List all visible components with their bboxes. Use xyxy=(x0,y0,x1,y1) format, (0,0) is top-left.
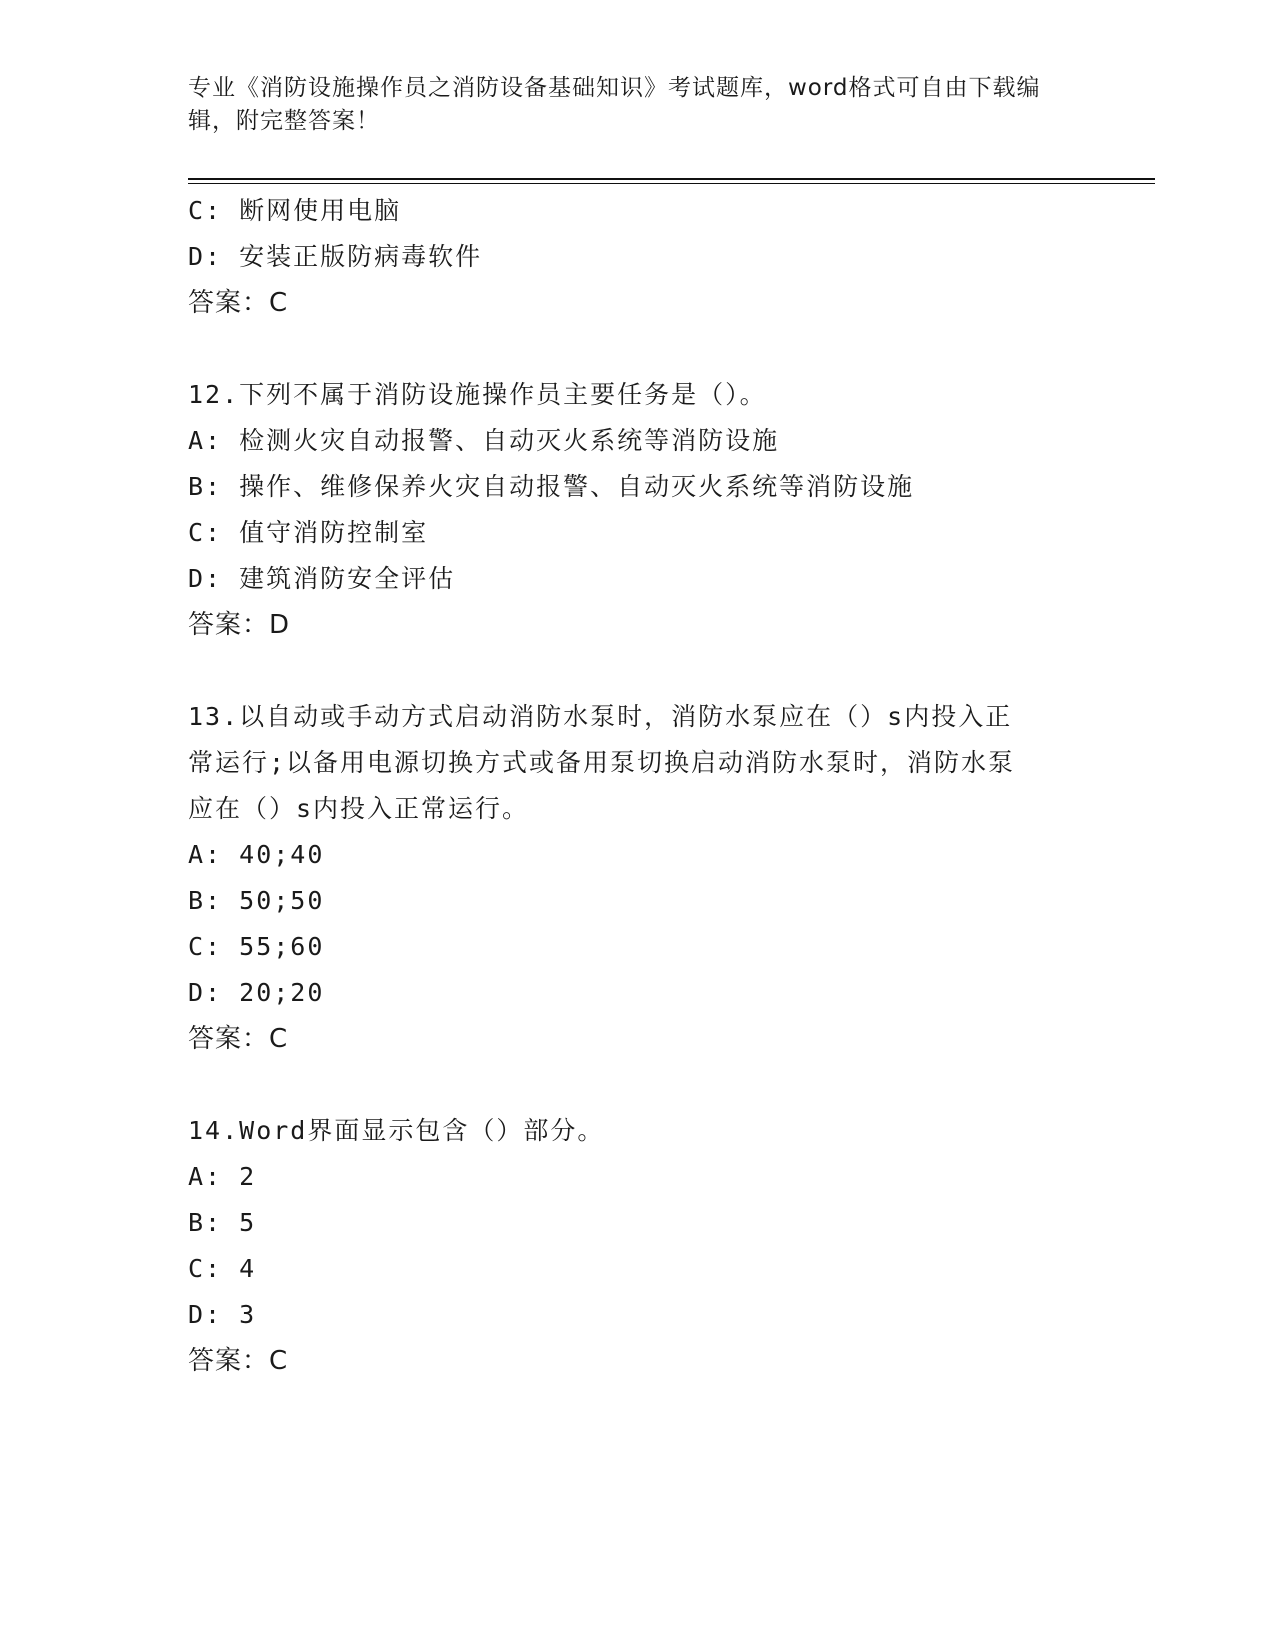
question-list xyxy=(188,188,1088,1384)
question-13 xyxy=(188,694,1088,1062)
option-c: C: 断网使用电脑 xyxy=(188,196,402,225)
question-text: 13.以自动或手动方式启动消防水泵时，消防水泵应在（）s内投入正 xyxy=(188,702,1013,731)
option-c: C: 55;60 xyxy=(188,932,325,961)
option-a: A: 40;40 xyxy=(188,840,325,869)
option-c: C: 4 xyxy=(188,1254,257,1283)
option-b: B: 50;50 xyxy=(188,886,325,915)
answer-line: 答案：C xyxy=(188,288,289,318)
option-a: A: 检测火灾自动报警、自动灭火系统等消防设施 xyxy=(188,426,780,455)
question-14 xyxy=(188,1108,1088,1384)
option-d: D: 安装正版防病毒软件 xyxy=(188,242,483,271)
header-line-1: 专业《消防设施操作员之消防设备基础知识》考试题库，word格式可自由下载编 xyxy=(188,75,1041,101)
continued-question xyxy=(188,188,1088,326)
answer-line: 答案：D xyxy=(188,610,291,640)
option-d: D: 建筑消防安全评估 xyxy=(188,564,456,593)
header-divider-thin xyxy=(188,183,1155,184)
document-header xyxy=(188,72,1088,138)
option-b: B: 操作、维修保养火灾自动报警、自动灭火系统等消防设施 xyxy=(188,472,915,501)
spacer xyxy=(188,1062,1088,1108)
option-d: D: 20;20 xyxy=(188,978,325,1007)
option-a: A: 2 xyxy=(188,1162,257,1191)
question-text: 12.下列不属于消防设施操作员主要任务是（）。 xyxy=(188,380,767,409)
header-divider-thick xyxy=(188,178,1155,180)
header-line-2: 辑，附完整答案！ xyxy=(188,108,380,134)
option-d: D: 3 xyxy=(188,1300,257,1329)
question-text: 应在（）s内投入正常运行。 xyxy=(188,794,530,823)
spacer xyxy=(188,648,1088,694)
question-12 xyxy=(188,372,1088,648)
answer-line: 答案：C xyxy=(188,1346,289,1376)
answer-line: 答案：C xyxy=(188,1024,289,1054)
option-c: C: 值守消防控制室 xyxy=(188,518,429,547)
spacer xyxy=(188,326,1088,372)
question-text: 14.Word界面显示包含（）部分。 xyxy=(188,1116,605,1145)
question-text: 常运行;以备用电源切换方式或备用泵切换启动消防水泵时，消防水泵 xyxy=(188,748,1016,777)
option-b: B: 5 xyxy=(188,1208,257,1237)
